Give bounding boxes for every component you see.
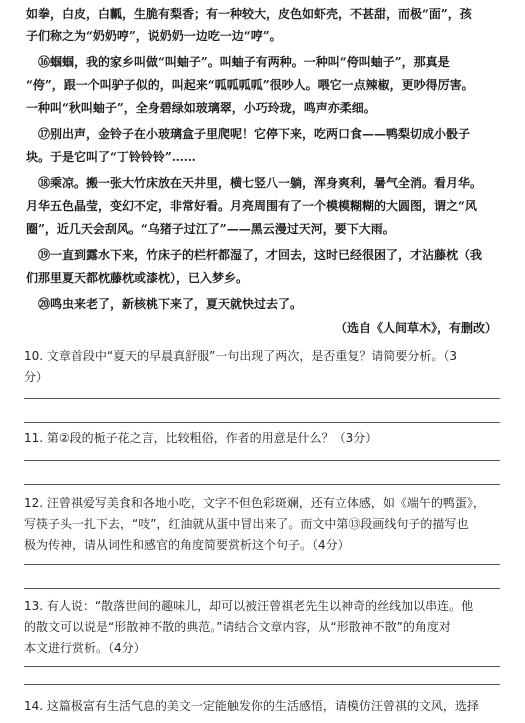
passage-paragraph-19: ⑲一直到露水下来，竹床子的栏杆都湿了，才回去，这时已经很困了，才沾藤枕（我 xyxy=(38,248,483,262)
question-10-line: 分） xyxy=(24,370,49,384)
passage-line: 如拳，白皮，白瓤，生脆有梨香；有一种较大，皮色如虾壳，不甚甜，而极“面”，孩 xyxy=(26,7,472,21)
question-13-line: 13. 有人说：“散落世间的趣味儿，却可以被汪曾祺老先生以神奇的丝线加以串连。他 xyxy=(24,599,474,613)
passage-paragraph-20: ⑳鸣虫来老了，新核桃下来了，夏天就快过去了。 xyxy=(38,297,303,311)
passage-line: 子们称之为“奶奶哼”，说奶奶一边吃一边“哼”。 xyxy=(26,29,282,43)
answer-line[interactable] xyxy=(24,684,500,685)
passage-source: （选自《人间草木》，有删改） xyxy=(334,321,497,335)
question-12 xyxy=(24,493,508,556)
question-12-line: 写筷子头一扎下去，“吱”，红油就从蛋中冒出来了。而文中第⑬段画线句子的描写也 xyxy=(24,517,469,531)
answer-line[interactable] xyxy=(24,484,500,485)
passage-paragraph-18: ⑱乘凉。搬一张大竹床放在天井里，横七竖八一躺，浑身爽利，暑气全消。看月华。 xyxy=(38,176,483,190)
answer-line[interactable] xyxy=(24,564,500,565)
passage-line: 一种叫“秋叫蚰子”，全身碧绿如玻璃翠，小巧玲珑，鸣声亦柔细。 xyxy=(26,101,376,115)
question-13-line: 的散文可以说是“形散神不散的典范。”请结合文章内容，从“形散神不散”的角度对 xyxy=(24,620,451,634)
answer-line[interactable] xyxy=(24,460,500,461)
answer-line[interactable] xyxy=(24,588,500,589)
passage-paragraph-16: ⑯蝈蝈，我的家乡叫做“叫蚰子”。叫蚰子有两种。一种叫“侉叫蚰子”，那真是 xyxy=(38,55,450,69)
question-14-line: 14. 这篇极富有生活气息的美文一定能触发你的生活感悟，请模仿汪曾祺的文风，选择 xyxy=(24,699,479,713)
question-11 xyxy=(24,428,508,449)
question-12-line: 12. 汪曾祺爱写美食和各地小吃，文字不但色彩斑斓，还有立体感，如《端午的鸭蛋》， xyxy=(24,496,485,510)
question-13 xyxy=(24,596,508,659)
question-13-line: 本文进行赏析。（4分） xyxy=(24,641,146,655)
answer-line[interactable] xyxy=(24,666,500,667)
question-10-line: 10. 文章首段中“夏天的早晨真舒服”一句出现了两次，是否重复？请简要分析。（3 xyxy=(24,349,457,363)
answer-line[interactable] xyxy=(24,398,500,399)
answer-line[interactable] xyxy=(24,422,500,423)
question-11-line: 11. 第②段的栀子花之言，比较粗俗，作者的用意是什么？（3分） xyxy=(24,431,378,445)
passage-line: 块。于是它叫了“丁铃铃铃”…… xyxy=(26,150,196,164)
passage-paragraph-17: ⑰别出声，金铃子在小玻璃盒子里爬呢！它停下来，吃两口食——鸭梨切成小骰子 xyxy=(38,127,471,141)
question-14 xyxy=(24,696,508,717)
question-12-line: 极为传神，请从词性和感官的角度简要赏析这个句子。（4分） xyxy=(24,538,350,552)
question-10 xyxy=(24,346,508,388)
passage-line: 们那里夏天都枕藤枕或漆枕），已入梦乡。 xyxy=(26,271,249,285)
passage-line: 圈”，近几天会刮风。“乌猪子过江了”——黑云漫过天河，要下大雨。 xyxy=(26,222,395,236)
passage-line: 月华五色晶莹，变幻不定，非常好看。月亮周围有了一个模模糊糊的大圆图，谓之“风 xyxy=(26,199,477,213)
passage-line: “侉”，跟一个叫驴子似的，叫起来“呱呱呱呱”很吵人。喂它一点辣椒，更吵得厉害。 xyxy=(26,78,474,92)
